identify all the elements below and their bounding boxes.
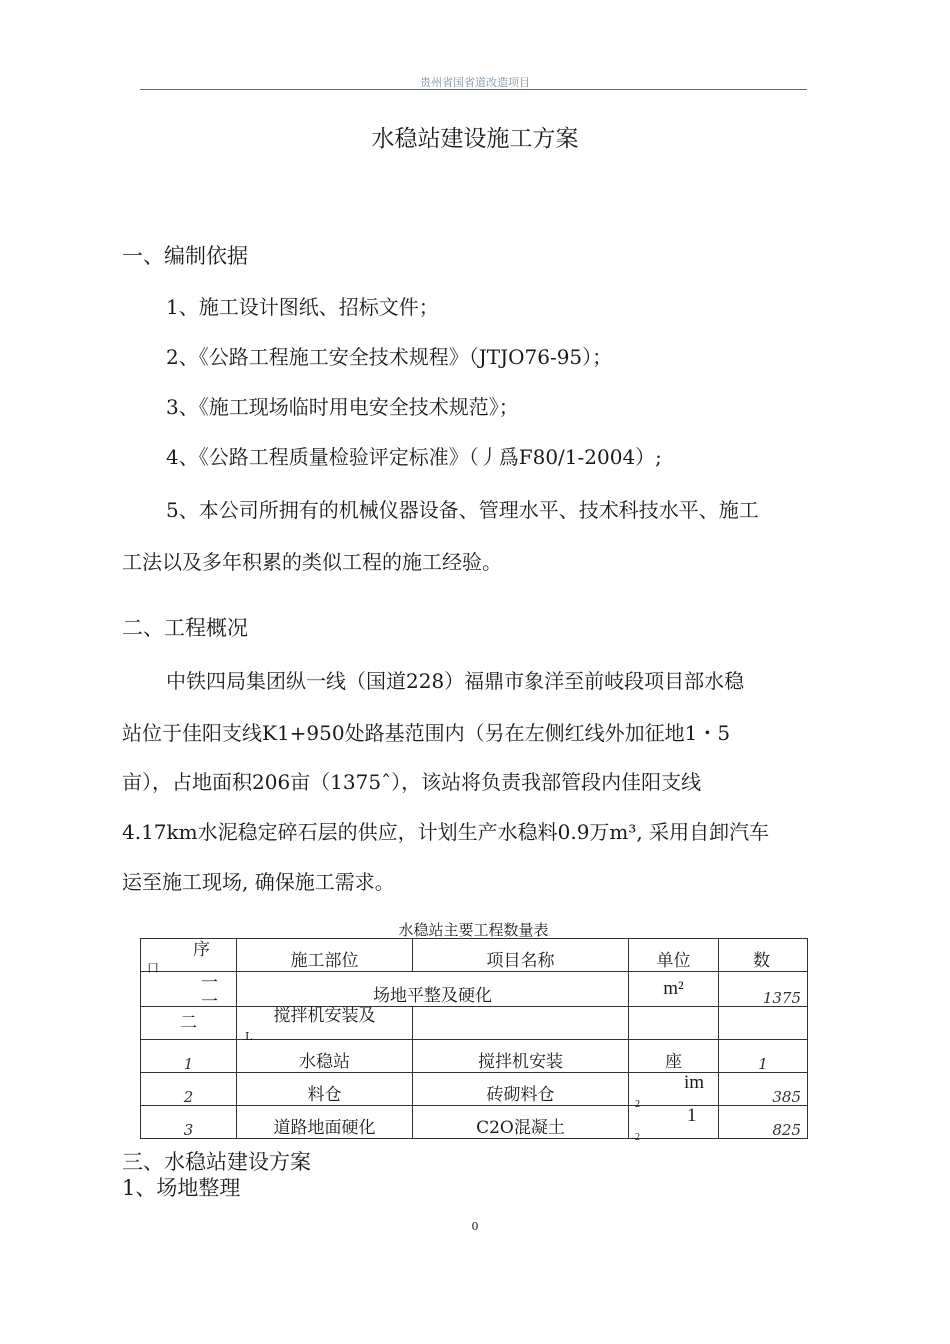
row-qty xyxy=(719,1007,808,1040)
header-cell-no: 序 口 xyxy=(141,939,237,972)
document-title: 水稳站建设施工方案 xyxy=(371,126,579,152)
row-no: 2 xyxy=(141,1073,237,1106)
table-row xyxy=(141,972,808,1007)
table-row xyxy=(141,1007,808,1040)
basis-item-1: 1、施工设计图纸、招标文件； xyxy=(166,295,439,319)
table-caption: 水稳站主要工程数量表 xyxy=(398,921,549,939)
row-no: 1 xyxy=(141,1040,237,1073)
section3-heading: 三、水稳站建设方案 xyxy=(122,1150,311,1174)
header-cell-qty: 数 xyxy=(719,939,808,972)
row-qty: 825 xyxy=(719,1106,808,1139)
row-no: 一 一 xyxy=(141,972,237,1007)
row-part: 道路地面硬化 xyxy=(237,1106,413,1139)
header-cell-item: 项目名称 xyxy=(413,939,629,972)
row-item: 搅拌机安装 xyxy=(413,1040,629,1073)
row-part: 搅拌机安装及 L xyxy=(237,1007,413,1040)
row-qty: 385 xyxy=(719,1073,808,1106)
header-rule xyxy=(140,89,807,90)
header-cell-part: 施工部位 xyxy=(237,939,413,972)
row-unit: im 2 xyxy=(629,1073,719,1106)
row-unit: 座 xyxy=(629,1040,719,1073)
table-row xyxy=(141,1106,808,1139)
section2-heading: 二、工程概况 xyxy=(122,616,248,640)
basis-item-2: 2、《公路工程施工安全技术规程》（JTJO76-95）； xyxy=(166,345,613,369)
row-no: 二 xyxy=(141,1007,237,1040)
row-item: C2O混凝土 xyxy=(413,1106,629,1139)
running-header: 贵州省国省道改造项目 xyxy=(420,76,530,89)
basis-item-5-cont: 工法以及多年积累的类似工程的施工经验。 xyxy=(122,550,502,574)
row-part: 料仓 xyxy=(237,1073,413,1106)
quantity-table xyxy=(140,938,808,1143)
table-header-row xyxy=(141,939,808,972)
row-part: 场地平整及硬化 xyxy=(237,972,629,1007)
overview-line-2: 站位于佳阳支线K1+950处路基范围内（另在左侧红线外加征地1・5 xyxy=(122,721,731,745)
row-unit: 1 2 xyxy=(629,1106,719,1139)
row-unit xyxy=(629,1007,719,1040)
row-item: 砖砌料仓 xyxy=(413,1073,629,1106)
section3-sub1: 1、场地整理 xyxy=(122,1176,241,1200)
basis-item-3: 3、《施工现场临时用电安全技术规范》； xyxy=(166,395,519,419)
row-unit: m² xyxy=(629,972,719,1007)
table-row xyxy=(141,1040,808,1073)
overview-line-4: 4.17km水泥稳定碎石层的供应，计划生产水稳料0.9万m³, 采用自卸汽车 xyxy=(122,820,770,844)
row-item xyxy=(413,1007,629,1040)
basis-item-4: 4、《公路工程质量检验评定标准》（丿爲F80/1-2004）; xyxy=(166,445,662,469)
section1-heading: 一、编制依据 xyxy=(122,244,248,268)
basis-item-5: 5、本公司所拥有的机械仪器设备、管理水平、技术科技水平、施工 xyxy=(166,498,759,522)
header-cell-unit: 单位 xyxy=(629,939,719,972)
page-number: 0 xyxy=(471,1220,479,1233)
row-qty: 1 xyxy=(719,1040,808,1073)
overview-line-3: 亩），占地面积206亩（1375ˆ），该站将负责我部管段内佳阳支线 xyxy=(122,770,702,794)
row-part: 水稳站 xyxy=(237,1040,413,1073)
row-no: 3 xyxy=(141,1106,237,1139)
row-qty: 1375 xyxy=(719,972,808,1007)
table-row xyxy=(141,1073,808,1106)
overview-line-1: 中铁四局集团纵一线（国道228）福鼎市象洋至前岐段项目部水稳 xyxy=(166,669,745,693)
overview-line-5: 运至施工现场, 确保施工需求。 xyxy=(122,870,395,894)
